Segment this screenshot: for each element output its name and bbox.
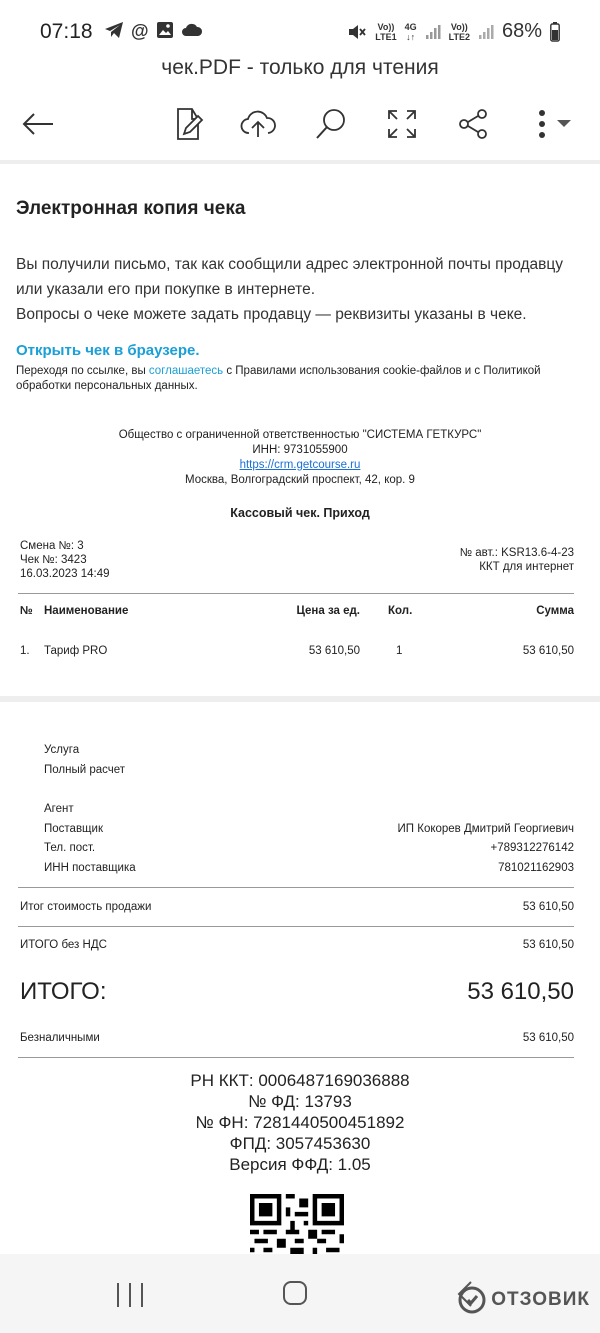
telegram-icon [104, 21, 124, 39]
watermark-text: ОТЗОВИК [491, 1289, 590, 1310]
signal-icon [478, 24, 494, 40]
separator [18, 1057, 574, 1058]
at-icon: @ [131, 21, 149, 41]
back-arrow-icon [21, 112, 55, 136]
consent-text: Переходя по ссылке, вы соглашаетесь с Правилами использования cookie-файлов и с Политикой обработки персональных данных. [16, 365, 541, 392]
signal-icon [425, 24, 441, 40]
supplier-label: Поставщик [44, 823, 103, 835]
phone-value: +789312276142 [490, 842, 574, 854]
status-notification-icons [104, 21, 203, 42]
share-icon [457, 108, 489, 140]
intro-line-1: Вы получили письмо, так как сообщили адрес электронной почты продавцу или указали его при покупке в интернете. [16, 256, 563, 298]
upload-button[interactable] [236, 100, 280, 148]
fiscal-data [0, 1070, 600, 1175]
auto-number: № авт.: KSR13.6-4-23 [459, 547, 574, 559]
org-inn: ИНН: 9731055900 [252, 444, 348, 456]
org-address: Москва, Волгоградский проспект, 42, кор. 9 [185, 474, 415, 486]
battery-icon [550, 22, 560, 42]
image-icon [156, 21, 174, 39]
status-time: 07:18 [40, 20, 93, 43]
grand-total-value: 53 610,50 [467, 978, 574, 1005]
item-num: 1. [20, 645, 30, 657]
sim2-indicator: Vo)) LTE2 [448, 21, 470, 42]
cloud-icon [181, 21, 203, 37]
column-header-name: Наименование [44, 605, 129, 617]
page-break [0, 696, 600, 702]
more-vertical-icon [537, 109, 547, 139]
no-vat-label: ИТОГО без НДС [20, 939, 107, 951]
fn-number: № ФН: 7281440500451892 [195, 1113, 405, 1132]
open-in-browser-link[interactable]: Открыть чек в браузере. [16, 342, 200, 359]
column-header-sum: Сумма [536, 605, 574, 617]
mute-icon [347, 23, 367, 41]
edit-icon [172, 107, 204, 141]
item-sum: 53 610,50 [522, 645, 574, 657]
cloud-upload-icon [239, 109, 277, 139]
receipt-heading: Электронная копия чека [16, 198, 246, 219]
separator [18, 926, 574, 927]
org-url-link[interactable]: https://crm.getcourse.ru [239, 459, 361, 471]
organization-info [0, 428, 600, 488]
ffd-version: Версия ФФД: 1.05 [229, 1155, 371, 1174]
no-vat-value: 53 610,50 [522, 939, 574, 951]
back-button[interactable] [16, 100, 60, 148]
phone-label: Тел. пост. [44, 842, 96, 854]
rn-kkt: РН ККТ: 0006487169036888 [190, 1071, 410, 1090]
supplier-inn-label: ИНН поставщика [44, 862, 136, 874]
item-name: Тариф PRO [44, 645, 108, 657]
fpd: ФПД: 3057453630 [229, 1134, 371, 1153]
recent-apps-button[interactable] [116, 1282, 144, 1313]
column-header-qty: Кол. [388, 605, 413, 617]
toolbar [0, 100, 600, 148]
receipt-type-title: Кассовый чек. Приход [230, 506, 370, 520]
dropdown-caret-icon [557, 120, 571, 128]
document-title: чек.PDF - только для чтения [161, 56, 439, 79]
receipt-meta-left [20, 539, 110, 581]
fullscreen-icon [387, 109, 417, 139]
column-header-num: № [20, 605, 33, 617]
sale-total-label: Итог стоимость продажи [20, 901, 152, 913]
network-type-indicator: 4G ↓↑ [404, 21, 417, 42]
sim1-indicator: Vo)) LTE1 [375, 21, 397, 42]
fd-number: № ФД: 13793 [248, 1092, 352, 1111]
agent-label: Агент [44, 803, 74, 815]
sale-total-value: 53 610,50 [522, 901, 574, 913]
supplier-inn-value: 781021162903 [498, 862, 574, 874]
status-bar [0, 0, 600, 56]
item-qty: 1 [396, 645, 403, 657]
org-name: Общество с ограниченной ответственностью "СИСТЕМА ГЕТКУРС" [118, 429, 482, 441]
item-price: 53 610,50 [308, 645, 360, 657]
receipt-intro [16, 252, 586, 327]
separator [18, 887, 574, 888]
supplier-value: ИП Кокорев Дмитрий Георгиевич [397, 823, 574, 835]
share-button[interactable] [451, 100, 495, 148]
recent-apps-icon [116, 1282, 144, 1308]
cashless-value: 53 610,50 [522, 1032, 574, 1044]
home-button[interactable] [283, 1281, 307, 1305]
intro-line-2: Вопросы о чеке можете задать продавцу — реквизиты указаны в чеке. [16, 306, 527, 323]
receipt-meta-right [460, 546, 574, 574]
edit-button[interactable] [166, 100, 210, 148]
service-label: Услуга [44, 744, 80, 756]
shift-number: Смена №: 3 [20, 540, 84, 552]
battery-level: 68% [501, 20, 542, 42]
grand-total-label: ИТОГО: [20, 978, 107, 1005]
receipt-datetime: 16.03.2023 14:49 [20, 568, 110, 580]
status-system-icons [347, 20, 560, 43]
more-options-button[interactable] [526, 100, 582, 148]
otzovik-logo-icon [457, 1285, 487, 1315]
search-icon [315, 108, 347, 140]
consent-link[interactable]: соглашаетесь [148, 365, 224, 377]
column-header-price: Цена за ед. [296, 605, 360, 617]
kkt-type: ККТ для интернет [479, 561, 574, 573]
search-button[interactable] [309, 100, 353, 148]
separator [18, 593, 574, 594]
payment-type: Полный расчет [44, 764, 126, 776]
toolbar-divider [0, 160, 600, 164]
qr-code [250, 1194, 344, 1254]
check-number: Чек №: 3423 [20, 554, 87, 566]
cashless-label: Безналичными [20, 1032, 100, 1044]
fullscreen-button[interactable] [380, 100, 424, 148]
watermark [457, 1285, 590, 1315]
